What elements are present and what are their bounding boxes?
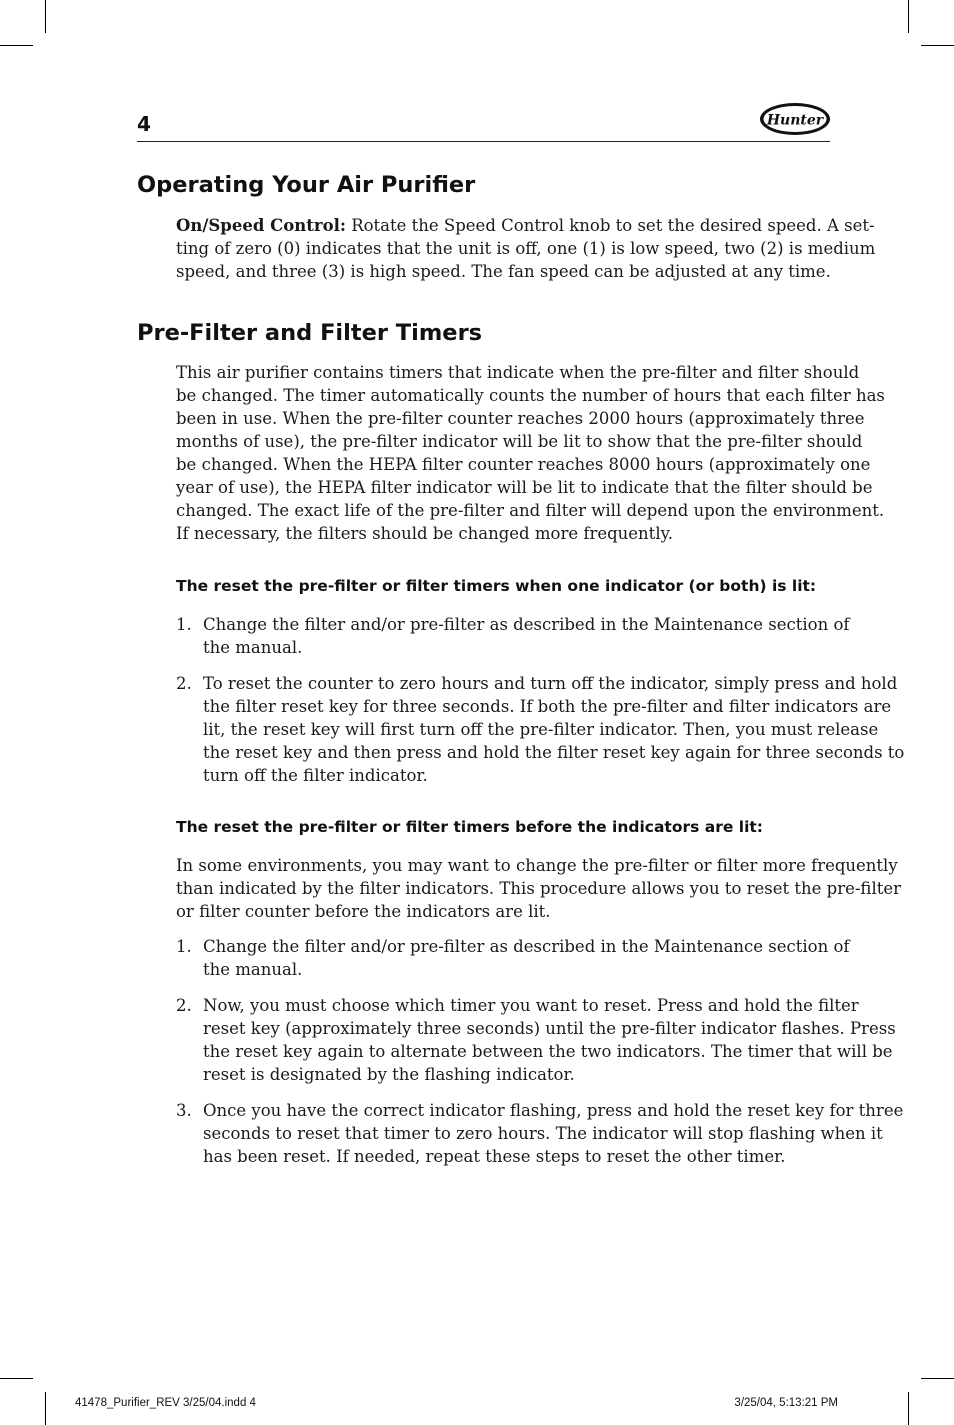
paragraph-line: be changed. When the HEPA filter counter reaches 8000 hours (approximately one [176, 455, 871, 474]
crop-mark [45, 1392, 46, 1425]
list-line: Once you have the correct indicator flashing, press and hold the reset key for three [203, 1101, 904, 1120]
list-number: 1. [176, 937, 192, 956]
paragraph-line: changed. The exact life of the pre-filter and filter will depend upon the environment. [176, 501, 885, 520]
section-title-operating: Operating Your Air Purifier [137, 172, 476, 198]
list-line: the manual. [203, 638, 303, 657]
hunter-logo [758, 100, 832, 138]
footer-file-info: 41478_Purifier_REV 3/25/04.indd 4 [75, 1397, 256, 1409]
list-line: Change the filter and/or pre-filter as described in the Maintenance section of [203, 937, 850, 956]
paragraph-line: ting of zero (0) indicates that the unit is off, one (1) is low speed, two (2) is medium [176, 239, 876, 258]
paragraph-line: months of use), the pre-filter indicator will be lit to show that the pre-filter should [176, 432, 863, 451]
list-item [176, 672, 905, 787]
list-item [176, 994, 896, 1086]
list-line: turn off the filter indicator. [203, 766, 428, 785]
footer-timestamp: 3/25/04, 5:13:21 PM [734, 1397, 838, 1409]
paragraph-line: year of use), the HEPA filter indicator will be lit to indicate that the filter should be [176, 478, 873, 497]
paragraph-line: than indicated by the filter indicators. This procedure allows you to reset the pre-filter [176, 879, 902, 898]
list-line: the reset key again to alternate between the two indicators. The timer that will be [203, 1042, 893, 1061]
list-line: the manual. [203, 960, 303, 979]
paragraph-line: If necessary, the filters should be changed more frequently. [176, 524, 673, 543]
list-line: reset is designated by the flashing indicator. [203, 1065, 575, 1084]
list-line: the filter reset key for three seconds. If both the pre-filter and filter indicators are [203, 697, 892, 716]
list-line: Now, you must choose which timer you want to reset. Press and hold the filter [203, 996, 859, 1015]
subheading-reset-lit: The reset the pre-filter or filter timers when one indicator (or both) is lit: [176, 577, 817, 595]
paragraph-line: speed, and three (3) is high speed. The fan speed can be adjusted at any time. [176, 262, 831, 281]
speed-control-paragraph [176, 214, 876, 283]
speed-control-label: On/Speed Control: [176, 216, 346, 235]
crop-mark [908, 0, 909, 33]
list-number: 1. [176, 615, 192, 634]
paragraph-line: or filter counter before the indicators are lit. [176, 902, 551, 921]
logo-text: Hunter [766, 112, 824, 129]
crop-mark [0, 45, 33, 46]
list-number: 2. [176, 996, 192, 1015]
list-item [176, 1099, 904, 1168]
crop-mark [908, 1392, 909, 1425]
list-line: To reset the counter to zero hours and turn off the indicator, simply press and hold [203, 674, 898, 693]
list-item [176, 613, 850, 659]
crop-mark [45, 0, 46, 33]
paragraph-line: be changed. The timer automatically counts the number of hours that each filter has [176, 386, 885, 405]
paragraph-line: Rotate the Speed Control knob to set the desired speed. A set- [345, 216, 875, 235]
list-line: has been reset. If needed, repeat these steps to reset the other timer. [203, 1147, 786, 1166]
list-line: Change the filter and/or pre-filter as described in the Maintenance section of [203, 615, 850, 634]
list-line: the reset key and then press and hold the filter reset key again for three seconds to [203, 743, 905, 762]
crop-mark [0, 1378, 33, 1379]
crop-mark [921, 1378, 954, 1379]
section-title-timers: Pre-Filter and Filter Timers [137, 320, 483, 346]
paragraph-line: been in use. When the pre-filter counter reaches 2000 hours (approximately three [176, 409, 865, 428]
header-rule [137, 141, 830, 142]
list-number: 2. [176, 674, 192, 693]
list-item [176, 935, 850, 981]
paragraph-line: This air purifier contains timers that indicate when the pre-filter and filter should [176, 363, 860, 382]
list-number: 3. [176, 1101, 192, 1120]
reset-before-paragraph [176, 854, 902, 923]
crop-mark [921, 45, 954, 46]
page-number: 4 [137, 112, 151, 136]
paragraph-line: In some environments, you may want to change the pre-filter or filter more frequently [176, 856, 898, 875]
list-line: seconds to reset that timer to zero hours. The indicator will stop flashing when it [203, 1124, 883, 1143]
timers-paragraph [176, 361, 885, 545]
list-line: lit, the reset key will first turn off the pre-filter indicator. Then, you must release [203, 720, 879, 739]
list-line: reset key (approximately three seconds) until the pre-filter indicator flashes. Press [203, 1019, 896, 1038]
subheading-reset-before: The reset the pre-filter or filter timers before the indicators are lit: [176, 818, 764, 836]
